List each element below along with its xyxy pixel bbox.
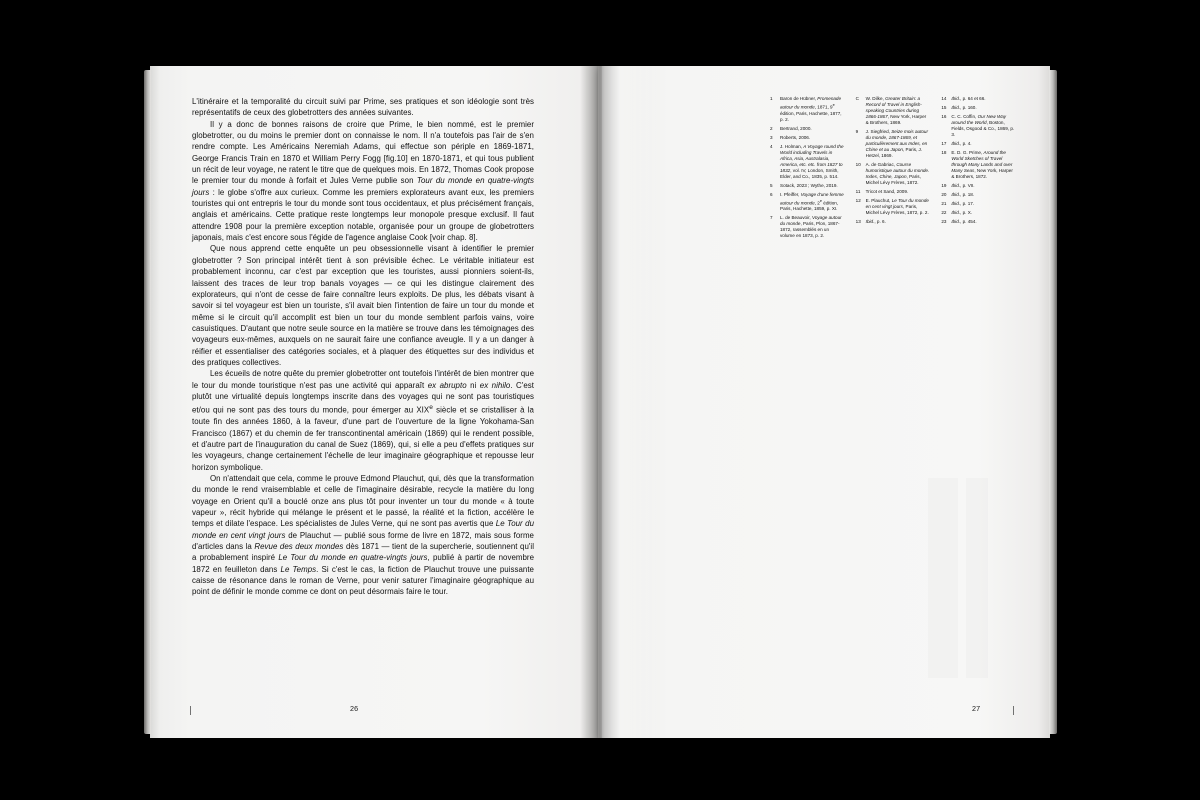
footnote-text: Ibid., p. VII. xyxy=(951,183,975,188)
page-left xyxy=(150,66,598,738)
footnote-item xyxy=(770,96,845,123)
footnote-number: 18 xyxy=(941,150,947,155)
footnote-text: Baron de Hübner, Promenade autour du monde, 1871, 9e édition, Paris, Hachette, 1877, p. 2. xyxy=(780,96,842,122)
footnote-number: 12 xyxy=(855,198,861,203)
footnote-item xyxy=(856,96,931,126)
footnote-text: C. C. Coffin, Our New Way around the World, Boston, Fields, Osgood & Co., 1869, p. 3. xyxy=(951,114,1015,137)
footnote-item xyxy=(770,183,845,189)
footnote-number: C xyxy=(855,96,859,101)
page-right xyxy=(598,66,1050,738)
footnote-item xyxy=(941,192,1016,198)
footnote-text: Ibid., p. 4. xyxy=(951,141,972,146)
footnote-item xyxy=(941,105,1016,111)
margin-tick-right xyxy=(1013,706,1014,715)
footnote-text: Ibid., p. X. xyxy=(951,210,973,215)
notes-column xyxy=(856,96,931,242)
footnote-text: E. Plauchut, Le Tour du monde en cent vingt jours, Paris, Michel Lévy Frères, 1872, p. 2. xyxy=(865,198,929,215)
footnote-text: Roberts, 2006. xyxy=(780,134,811,140)
footnote-item xyxy=(770,215,845,239)
footnote-number: 23 xyxy=(941,219,947,224)
footnote-number: 22 xyxy=(941,210,947,215)
footnote-item xyxy=(770,144,845,180)
notes-column xyxy=(941,96,1016,242)
footnote-text: Ibid., p. 64 et 66. xyxy=(951,96,986,101)
notes-area xyxy=(770,96,1016,242)
footnote-item xyxy=(941,183,1016,189)
notes-column xyxy=(770,96,845,242)
footnote-item xyxy=(856,198,931,216)
footnote-item xyxy=(941,114,1016,138)
footnote-number: 6 xyxy=(770,191,773,197)
footnote-number: 13 xyxy=(855,219,861,224)
footnote-text: I. Pfeiffer, Voyage d'une femme autour du monde, 2e édition, Paris, Hachette, 1859, p. XI. xyxy=(780,191,844,212)
footnote-item xyxy=(856,219,931,225)
footnote-text: Ibid., p. 17. xyxy=(951,201,975,206)
body-text-column xyxy=(192,96,534,598)
footnote-number: 16 xyxy=(941,114,947,119)
footnote-text: Ibid., p. 160. xyxy=(951,105,977,110)
footnote-text: W. Dilke, Greater Britain: a Record of Travel in English-speaking Countries during 1866-1867, New York, Harper & Brothers, 1869. xyxy=(865,96,927,125)
footnote-text: J. Siegfried, Seize mois autour du monde, 1867-1869, et particulièrement aux Indes, en Chine et au Japon, Paris, J. Hetzel, 1869. xyxy=(865,129,928,158)
footnote-text: Bertrand, 2000. xyxy=(780,125,812,131)
footnote-number: 14 xyxy=(941,96,947,101)
body-paragraph: Les écueils de notre quête du premier globetrotter ont toutefois l'intérêt de bien montrer que le tour du monde touristique n'est pas une activité qui apparaît ex abrupto ni ex nihilo. C'est plutôt une virtualité depuis longtemps inscrite dans des voyages qui ne sont pas touristiques et/ou qui ne sont pas des tours du monde, pour émerger au XIXe siècle et se cristalliser à la toute fin des années 1860, à la faveur, d'une part de l'ouverture de la ligne Yokohama-San Francisco (1867) et du chemin de fer transcontinental américain (1869) qui le rendent possible, et d'autre part de l'inauguration du canal de Suez (1869), qui, si elle a peu d'effets pratiques sur les voyageurs, change certainement l'échelle de leur imaginaire géographique et repousse leur horizon symbolique. xyxy=(192,369,534,472)
footnote-item xyxy=(770,126,845,132)
footnote-number: 11 xyxy=(855,189,861,194)
footnote-text: Sotack, 2023 ; Wythe, 2019. xyxy=(780,182,838,188)
footnote-text: Tricot et Sand, 2009. xyxy=(865,189,909,194)
footnote-number: 4 xyxy=(770,143,773,149)
footnote-item xyxy=(856,189,931,195)
paper-tone-patch xyxy=(928,478,958,678)
footnote-text: Ibid., p. 6. xyxy=(865,219,886,224)
paper-tone-patch xyxy=(966,478,988,678)
body-paragraph: On n'attendait que cela, comme le prouve Edmond Plauchut, qui, dès que la transformation du monde le rend vraisemblable et celle de l'imaginaire désirable, recycle la matière du long voyage en Orient qu'il a bouclé onze ans plus tôt pour inventer un tour du monde « à toute vapeur », récit hybride qui mélange le présent et le passé, la réalité et la fiction, accélère le temps et dilate l'espace. Les spécialistes de Jules Verne, qui ne sont pas avertis que Le Tour du monde en cent vingt jours de Plauchut — publié sous forme de livre en 1872, mais sous forme d'articles dans la Revue des deux mondes dès 1871 — tient de la supercherie, soutiennent qu'il a probablement inspiré Le Tour du monde en quatre-vingts jours, publié à partir de novembre 1872 en feuilleton dans Le Temps. Si c'est le cas, la fiction de Plauchut trouve une puissante caisse de résonance dans le roman de Verne, pour venir saturer l'imaginaire géographique au point de définir le monde comme ce dont on peut désormais faire le tour. xyxy=(192,473,535,597)
footnote-item xyxy=(770,135,845,141)
page-edge-left xyxy=(144,70,151,734)
footnote-text: L. de Beauvoir, Voyage autour du monde, Paris, Plon, 1867-1872, rassemblés en un volume en 1873, p. 2. xyxy=(780,215,842,239)
body-paragraph: Que nous apprend cette enquête un peu obsessionnelle visant à identifier le premier globetrotter ? Son principal intérêt tient à son prévisible échec. Le véritable initiateur est probablement inconnu, car c'est par exception que les touristes, aussi pionniers soient-ils, laissent des traces de leur trop banals voyages — ce qui les distingue clairement des explorateurs, qui n'ont de cesse de faire connaître leurs exploits. De plus, les débats visant à savoir si tel voyageur est bien un touriste, s'il avait bien l'intention de faire un tour du monde et même si le circuit qu'il accomplit est bien un tour du monde semblent parfois vains, voire casuistiques. D'autant que notre seule source en la matière se trouve dans les témoignages des voyageurs eux-mêmes, auxquels on ne saurait faire une confiance aveugle. Il y a un danger à réifier et essentialiser des catégories sociales, et à plaquer des étiquettes sur des individus et des pratiques collectives. xyxy=(192,244,534,367)
footnote-text: Ibid., p. 454. xyxy=(951,219,977,224)
footnote-item xyxy=(770,192,845,213)
body-paragraph: Il y a donc de bonnes raisons de croire que Prime, le bien nommé, est le premier globetrotter, ou du moins le premier dont on connaisse le nom. Il n'a toutefois pas l'air de s'en rendre compte. Les Américains Neremiah Adams, qui effectue son périple en 1869-1871, George Francis Train en 1870 et William Perry Fogg [fig.10] en 1870-1871, et qui tous publient un récit de leur voyage, ne ratent le titre que de quelques mois. En 1872, Thomas Cook propose le premier tour du monde à forfait et Jules Verne publie son Tour du monde en quatre-vingts jours : le globe s'offre aux curieux. Comme les premiers explorateurs avant eux, les premiers touristes qui ont entrepris le tour du monde sont tous occidentaux, et plus précisément français, anglais et américains. Cette pratique reste longtemps leur monopole presque exclusif. Il faut attendre 1908 pour la première exception notable, organisée pour un groupe de globetrotters japonais, mais c'est encore sous l'égide de l'agence anglaise Cook [voir chap. 8]. xyxy=(192,119,534,243)
footnote-number: 2 xyxy=(770,125,773,131)
folio-left: 26 xyxy=(350,704,359,713)
footnote-number: 3 xyxy=(770,134,773,140)
footnote-number: 1 xyxy=(770,96,773,101)
footnote-text: J. Holman, A Voyage round the World including Travels in Africa, Asia, Australasia, America, etc. etc. from 1827 to 1832, vol. IV, London, Smith, Elder, and Co., 1835, p. 514. xyxy=(780,143,844,179)
footnote-item xyxy=(941,210,1016,216)
margin-tick-left xyxy=(190,706,191,715)
footnote-number: 10 xyxy=(855,162,861,167)
footnote-item xyxy=(856,129,931,159)
footnote-number: 17 xyxy=(941,141,947,146)
footnote-text: E. D. G. Prime, Around the World Sketches of Travel through Many Lands and over Many Seas, New York, Harper & Brothers, 1872. xyxy=(951,150,1013,179)
footnote-text: A. de Gabriac, Course humoristique autour du monde. Indes, Chine, Japon, Paris, Michel Lévy Frères, 1872. xyxy=(865,162,930,185)
footnote-number: 19 xyxy=(941,183,947,188)
footnote-item xyxy=(856,162,931,186)
footnote-number: 21 xyxy=(941,201,947,206)
body-paragraph: L'itinéraire et la temporalité du circuit suivi par Prime, ses pratiques et son idéologie sont très représentatifs de ceux des globetrotters des années suivantes. xyxy=(192,97,534,118)
footnote-number: 9 xyxy=(855,129,859,134)
footnote-number: 15 xyxy=(941,105,947,110)
footnote-item xyxy=(941,201,1016,207)
footnote-number: 5 xyxy=(770,182,773,188)
footnote-text: Ibid., p. 18. xyxy=(951,192,975,197)
footnote-item xyxy=(941,219,1016,225)
page-edge-right xyxy=(1049,70,1057,734)
open-book xyxy=(150,66,1050,738)
footnote-item xyxy=(941,150,1016,180)
footnote-item xyxy=(941,96,1016,102)
footnote-number: 20 xyxy=(941,192,947,197)
footnote-item xyxy=(941,141,1016,147)
footnote-number: 7 xyxy=(770,215,773,221)
folio-right: 27 xyxy=(972,704,981,713)
